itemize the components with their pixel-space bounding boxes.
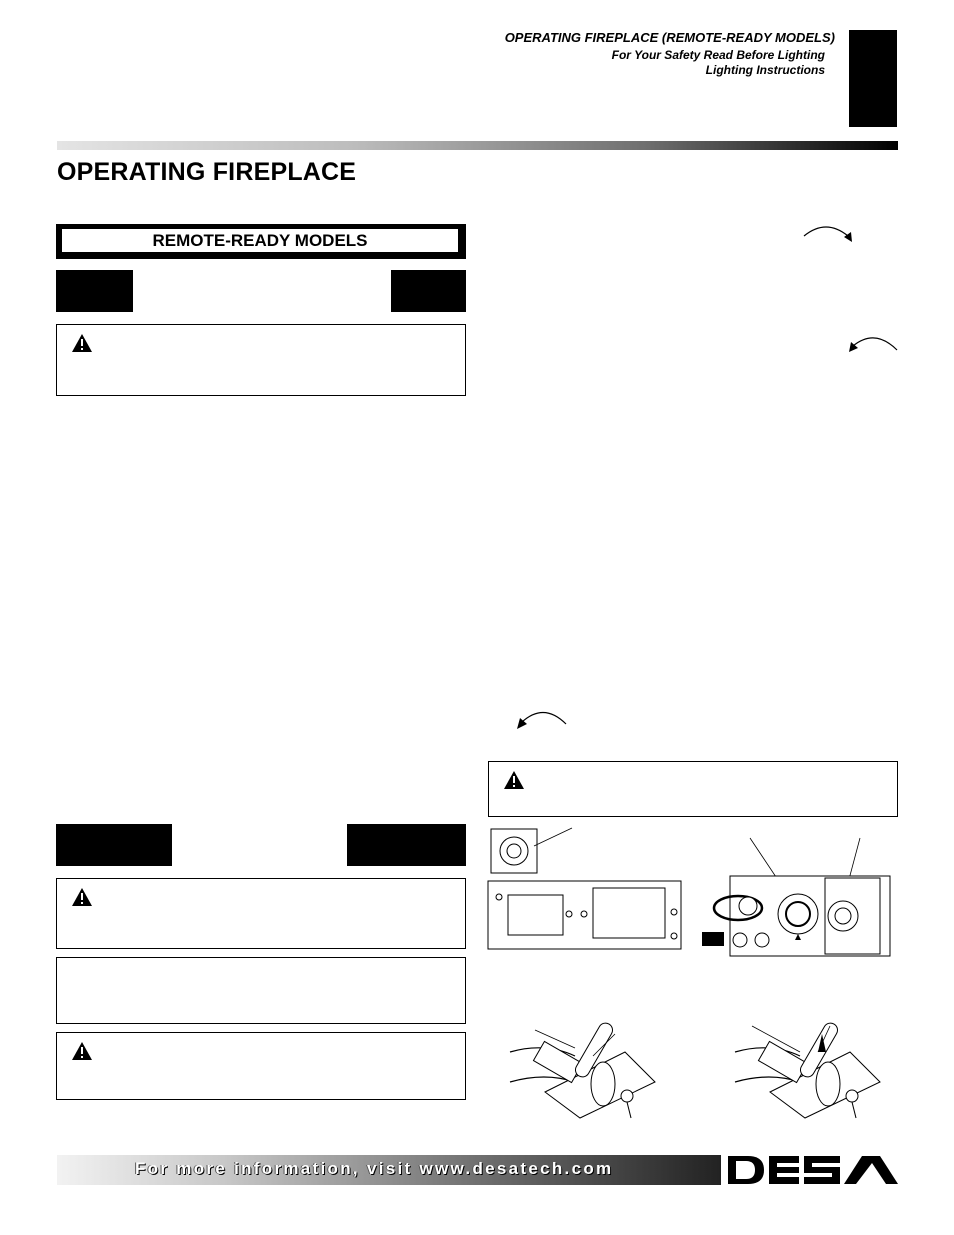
header-subtitle-lighting: Lighting Instructions [705,63,825,77]
corner-tab-block [849,30,897,127]
black-label-block-right-2 [347,824,466,866]
warning-triangle-icon [503,770,525,790]
black-label-block-right [391,270,466,312]
clockwise-arrow-icon [800,222,858,250]
black-label-block-left [56,270,133,312]
header-subtitle-safety: For Your Safety Read Before Lighting [611,48,825,62]
section-banner [56,224,466,259]
warning-triangle-icon [71,887,93,907]
warning-box-3 [56,1032,466,1100]
warning-box-2 [56,878,466,949]
warning-triangle-icon [71,1041,93,1061]
pilot-assembly-illustration-right [730,1012,890,1122]
black-label-block-left-2 [56,824,172,866]
counterclockwise-arrow-icon [845,330,901,358]
control-knob-panel-illustration [486,826,686,956]
gradient-rule [57,141,898,150]
warning-triangle-icon [71,333,93,353]
warning-box-4 [488,761,898,817]
notice-box [56,957,466,1024]
desa-logo [722,1153,900,1187]
warning-box-1 [56,324,466,396]
pilot-assembly-illustration-left [505,1012,665,1122]
footer-bar [57,1155,721,1185]
section-banner-label: REMOTE-READY MODELS [62,229,458,252]
page-title: OPERATING FIREPLACE [57,158,357,186]
header-section-title: OPERATING FIREPLACE (REMOTE-READY MODELS) [504,30,835,45]
gas-valve-illustration [700,836,900,962]
counterclockwise-arrow-icon [512,704,570,734]
footer-info-link[interactable]: For more information, visit www.desatech.com [135,1159,614,1178]
